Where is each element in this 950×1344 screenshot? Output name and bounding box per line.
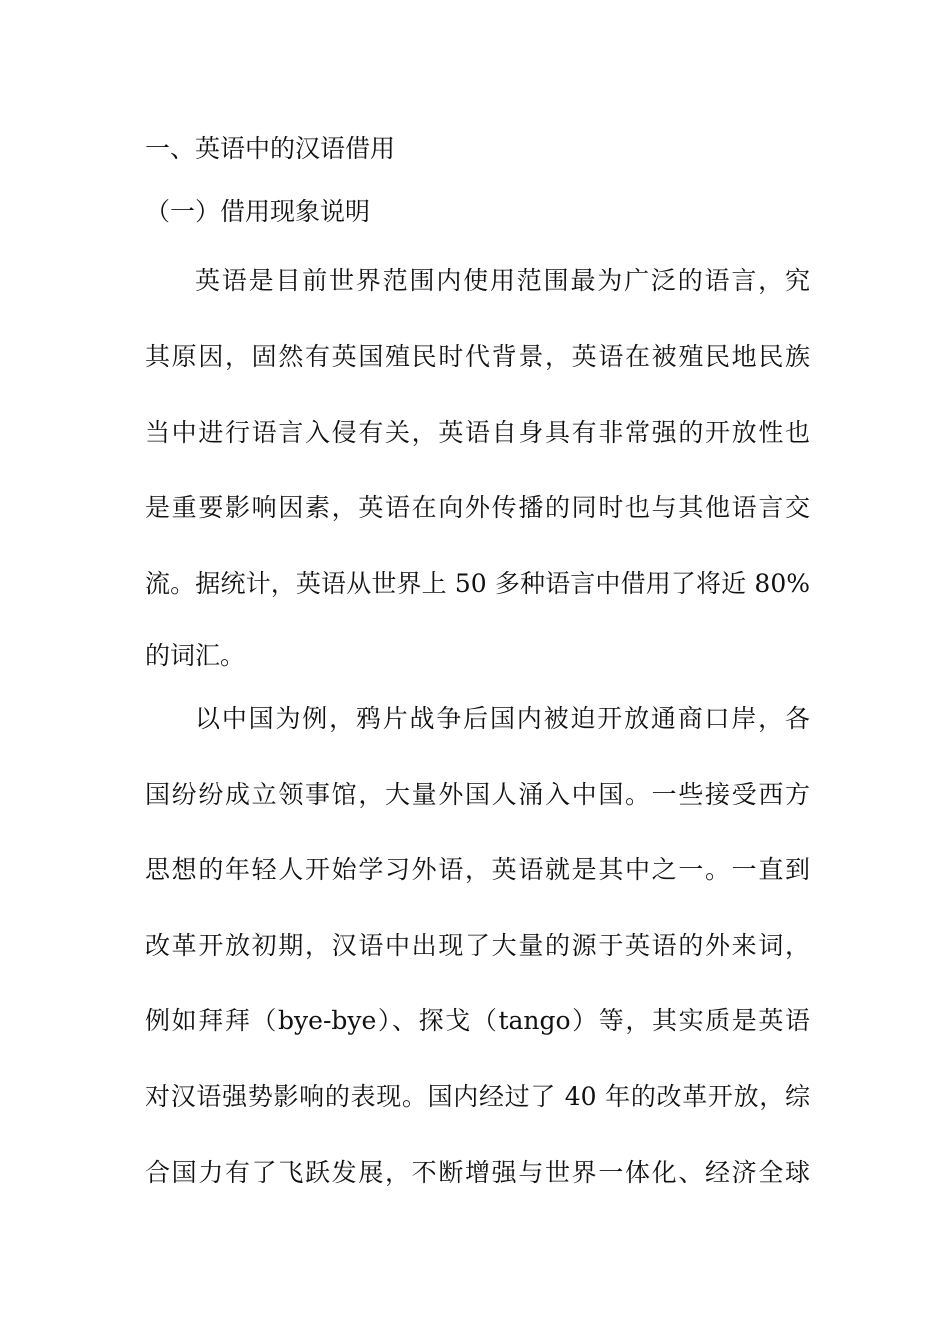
paragraph-2-line: 改革开放初期，汉语中出现了大量的源于英语的外来词， [145, 931, 810, 960]
paragraph-2-line: 合国力有了飞跃发展，不断增强与世界一体化、经济全球 [145, 1158, 810, 1187]
paragraph-2-line: 对汉语强势影响的表现。国内经过了 40 年的改革开放，综 [145, 1082, 810, 1111]
paragraph-1-line: 的词汇。 [145, 641, 246, 670]
paragraph-1-line: 英语是目前世界范围内使用范围最为广泛的语言，究 [195, 266, 810, 295]
paragraph-1-line: 当中进行语言入侵有关，英语自身具有非常强的开放性也 [145, 418, 810, 447]
paragraph-2-line: 思想的年轻人开始学习外语，英语就是其中之一。一直到 [145, 855, 810, 884]
paragraph-1-line: 流。据统计，英语从世界上 50 多种语言中借用了将近 80% [145, 569, 810, 598]
paragraph-1-line: 是重要影响因素，英语在向外传播的同时也与其他语言交 [145, 493, 810, 522]
subsection-heading: （一）借用现象说明 [145, 197, 371, 226]
paragraph-1-line: 其原因，固然有英国殖民时代背景，英语在被殖民地民族 [145, 342, 810, 371]
paragraph-2-line: 例如拜拜（bye-bye）、探戈（tango）等，其实质是英语 [145, 1006, 810, 1035]
section-heading: 一、英语中的汉语借用 [145, 134, 396, 163]
paragraph-2-line: 以中国为例，鸦片战争后国内被迫开放通商口岸，各 [195, 704, 810, 733]
paragraph-2-line: 国纷纷成立领事馆，大量外国人涌入中国。一些接受西方 [145, 780, 810, 809]
